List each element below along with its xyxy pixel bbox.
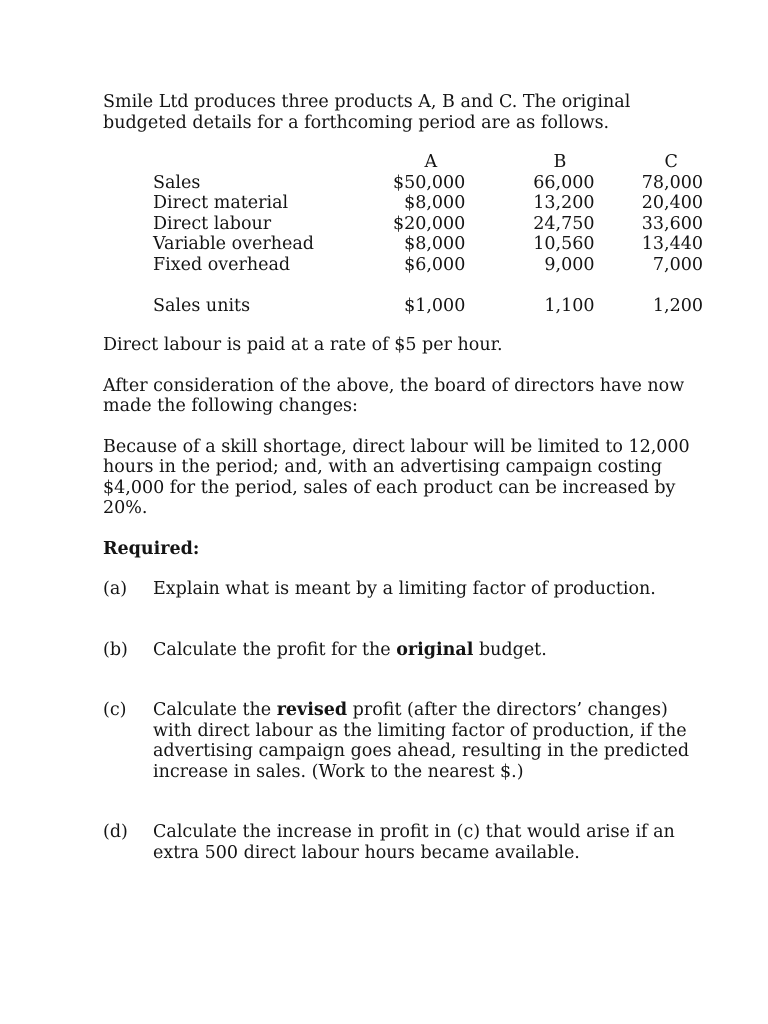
cell-value: 7,000 [652, 254, 703, 275]
cell-value: 1,100 [544, 295, 595, 316]
question-tag: (d) [103, 822, 128, 842]
question-text: Calculate the revised profit (after the directors’ changes) with direct labour as the limiting factor of production, if the advertising campaign goes ahead, resulting in the predicted increase in sales. (Work to the nearest $.) [153, 700, 690, 782]
column-header-a: A [424, 152, 438, 172]
question-text: Explain what is meant by a limiting factor of production. [153, 579, 656, 599]
emphasis-original: original [396, 639, 474, 660]
cell-value: 10,560 [533, 234, 595, 254]
table-row [153, 255, 703, 276]
table-header-row [153, 152, 703, 173]
column-header-b: B [553, 152, 567, 172]
row-label: Fixed overhead [153, 254, 291, 275]
board-changes-paragraph: After consideration of the above, the board of directors have now made the following changes: [103, 375, 685, 416]
cell-value: 20,400 [641, 193, 703, 213]
table-row-sales-units [153, 296, 703, 317]
cell-value: 13,440 [641, 234, 703, 254]
question-text: Calculate the profit for the original budget. [153, 639, 547, 660]
table-row [153, 234, 703, 255]
table-row [153, 214, 703, 235]
required-heading: Required: [103, 538, 200, 559]
cell-value: 33,600 [641, 213, 703, 234]
table-spacer-row [153, 275, 703, 296]
skill-shortage-paragraph: Because of a skill shortage, direct labour will be limited to 12,000 hours in the period; and, with an advertising campaign costing $4,000 for the period, sales of each product can be increased by 20%. [103, 436, 690, 518]
cell-value: 1,200 [652, 295, 703, 316]
row-label: Sales [153, 172, 201, 193]
cell-value: $8,000 [404, 193, 466, 213]
question-a [103, 579, 703, 600]
column-header-c: C [664, 152, 678, 172]
row-label: Direct material [153, 193, 289, 213]
cell-value: $8,000 [404, 234, 466, 254]
question-tag: (c) [103, 700, 127, 720]
intro-paragraph: Smile Ltd produces three products A, B and C. The original budgeted details for a forthcoming period are as follows. [103, 92, 631, 133]
row-label: Variable overhead [153, 234, 314, 254]
question-c [103, 700, 703, 782]
cell-value: $20,000 [392, 213, 466, 234]
table-row [153, 173, 703, 194]
emphasis-revised: revised [276, 700, 348, 720]
cell-value: $6,000 [404, 254, 466, 275]
question-tag: (a) [103, 579, 128, 599]
cell-value: $1,000 [404, 295, 466, 316]
question-text: Calculate the increase in profit in (c) that would arise if an extra 500 direct labour hours became available. [153, 822, 675, 863]
cell-value: 13,200 [533, 193, 595, 213]
cell-value: 78,000 [641, 172, 703, 193]
question-d [103, 822, 703, 863]
row-label: Sales units [153, 295, 251, 316]
question-tag: (b) [103, 639, 128, 660]
row-label: Direct labour [153, 213, 272, 234]
cell-value: 9,000 [544, 254, 595, 275]
document-page [103, 92, 703, 863]
cell-value: 66,000 [533, 172, 595, 193]
budget-table [153, 152, 703, 316]
cell-value: $50,000 [392, 172, 466, 193]
cell-value: 24,750 [533, 213, 595, 234]
question-b [103, 640, 703, 661]
labour-rate-paragraph: Direct labour is paid at a rate of $5 per hour. [103, 335, 503, 355]
table-row [153, 193, 703, 214]
